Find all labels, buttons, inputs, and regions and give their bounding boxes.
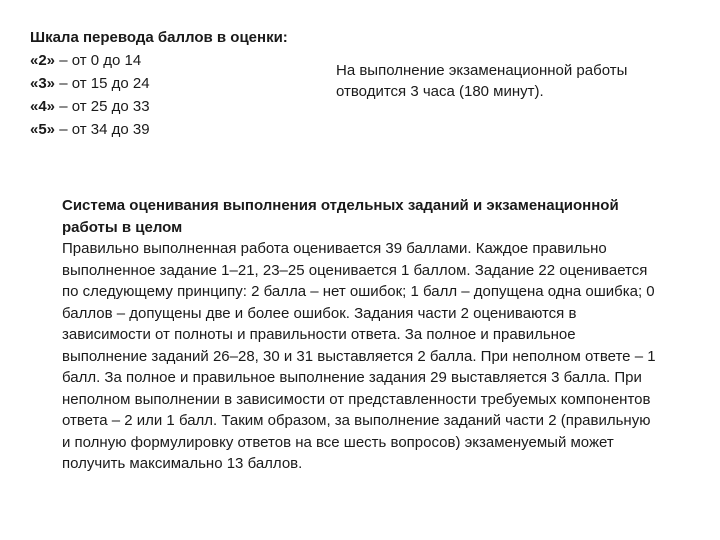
grading-system-body: Правильно выполненная работа оценивается 39 баллами. Каждое правильно выполненное задание 1–21, 23–25 оценивается 1 баллом. Задание 22 оценивается по следующему принципу: 2 балла – нет ошибок; 1 балл – допущена одна ошибка; 0 баллов – допущены две и более ошибок. Задания части 2 оцениваются в зависимости от полноты и правильности ответа. За полное и правильное выполнение заданий 26–28, 30 и 31 выставляется 2 балла. При неполном ответе – 1 балл. За полное и правильное выполнение задания 29 выставляется 3 балла. При неполном выполнении в зависимости от представленности требуемых компонентов ответа – 2 или 1 балл. Таким образом, за выполнение заданий части 2 (правильную и полную формулировку ответов на все шесть вопросов) экзаменуемый может получить максимально 13 баллов. xyxy=(62,240,656,472)
grade-range: – от 25 до 33 xyxy=(55,98,150,115)
grade-scale xyxy=(30,26,330,141)
grade-row xyxy=(30,95,330,118)
grade-row xyxy=(30,72,330,95)
grade-mark: «3» xyxy=(30,75,56,92)
grade-row xyxy=(30,49,330,72)
grade-mark: «4» xyxy=(30,98,56,115)
grading-system-title: Система оценивания выполнения отдельных заданий и экзаменационной работы в целом xyxy=(62,197,619,236)
grade-mark: «2» xyxy=(30,52,56,69)
grade-range: – от 34 до 39 xyxy=(55,121,150,138)
grade-mark: «5» xyxy=(30,121,56,138)
grading-system xyxy=(62,195,662,475)
exam-duration-note: На выполнение экзаменационной работы отводится 3 часа (180 минут). xyxy=(336,62,628,100)
grade-range: – от 0 до 14 xyxy=(55,52,142,69)
grade-range: – от 15 до 24 xyxy=(55,75,150,92)
grade-scale-title: Шкала перевода баллов в оценки: xyxy=(30,29,288,46)
grade-row xyxy=(30,118,330,141)
